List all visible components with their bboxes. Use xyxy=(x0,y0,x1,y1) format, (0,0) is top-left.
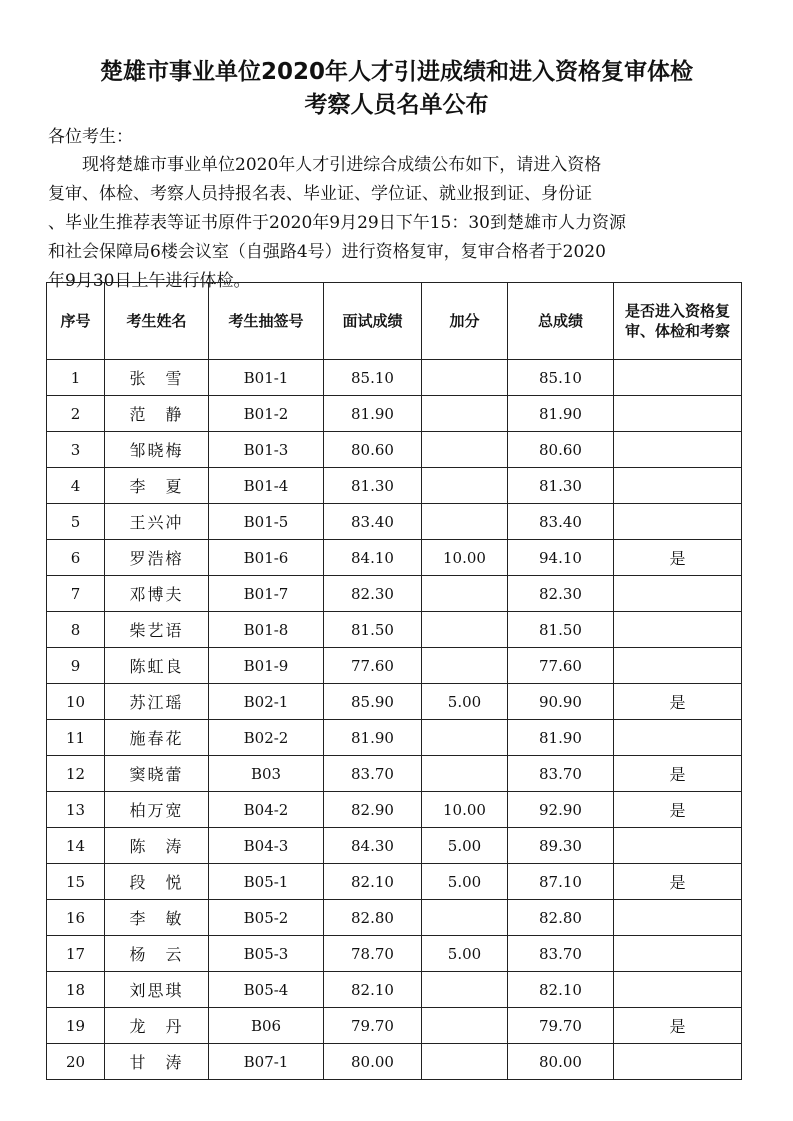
header-total-score: 总成绩 xyxy=(508,283,614,360)
cell-interview-score: 85.10 xyxy=(324,360,422,396)
cell-total-score: 94.10 xyxy=(508,540,614,576)
cell-draw-number: B05-3 xyxy=(209,936,324,972)
cell-qualified xyxy=(614,720,742,756)
results-table xyxy=(46,282,742,1080)
cell-bonus xyxy=(422,720,508,756)
cell-total-score: 79.70 xyxy=(508,1008,614,1044)
cell-bonus xyxy=(422,576,508,612)
cell-interview-score: 80.60 xyxy=(324,432,422,468)
cell-qualified: 是 xyxy=(614,756,742,792)
cell-no: 15 xyxy=(47,864,105,900)
cell-draw-number: B07-1 xyxy=(209,1044,324,1080)
cell-draw-number: B01-5 xyxy=(209,504,324,540)
table-row xyxy=(47,432,742,468)
cell-name: 段 悦 xyxy=(105,864,209,900)
table-row xyxy=(47,936,742,972)
cell-qualified: 是 xyxy=(614,792,742,828)
cell-qualified xyxy=(614,504,742,540)
cell-no: 6 xyxy=(47,540,105,576)
cell-interview-score: 77.60 xyxy=(324,648,422,684)
cell-name: 刘思琪 xyxy=(105,972,209,1008)
table-row xyxy=(47,576,742,612)
cell-no: 9 xyxy=(47,648,105,684)
cell-interview-score: 82.30 xyxy=(324,576,422,612)
cell-total-score: 82.10 xyxy=(508,972,614,1008)
cell-draw-number: B06 xyxy=(209,1008,324,1044)
cell-qualified: 是 xyxy=(614,684,742,720)
cell-no: 2 xyxy=(47,396,105,432)
cell-total-score: 90.90 xyxy=(508,684,614,720)
cell-name: 李 夏 xyxy=(105,468,209,504)
cell-draw-number: B01-7 xyxy=(209,576,324,612)
cell-bonus xyxy=(422,360,508,396)
table-row xyxy=(47,504,742,540)
cell-qualified xyxy=(614,972,742,1008)
table-header-row xyxy=(47,283,742,360)
cell-total-score: 83.40 xyxy=(508,504,614,540)
document-title-line-2: 考察人员名单公布 xyxy=(304,92,489,118)
table-row xyxy=(47,792,742,828)
cell-draw-number: B05-4 xyxy=(209,972,324,1008)
cell-total-score: 82.80 xyxy=(508,900,614,936)
cell-no: 16 xyxy=(47,900,105,936)
cell-bonus xyxy=(422,432,508,468)
cell-draw-number: B03 xyxy=(209,756,324,792)
table-row xyxy=(47,540,742,576)
paragraph-line: 现将楚雄市事业单位2020年人才引进综合成绩公布如下，请进入资格 xyxy=(82,155,602,175)
cell-name: 甘 涛 xyxy=(105,1044,209,1080)
cell-no: 12 xyxy=(47,756,105,792)
cell-interview-score: 82.10 xyxy=(324,864,422,900)
cell-qualified xyxy=(614,828,742,864)
table-row xyxy=(47,612,742,648)
cell-bonus xyxy=(422,504,508,540)
cell-total-score: 83.70 xyxy=(508,936,614,972)
cell-interview-score: 85.90 xyxy=(324,684,422,720)
cell-name: 龙 丹 xyxy=(105,1008,209,1044)
cell-interview-score: 84.30 xyxy=(324,828,422,864)
cell-interview-score: 82.80 xyxy=(324,900,422,936)
cell-bonus xyxy=(422,648,508,684)
cell-no: 13 xyxy=(47,792,105,828)
header-draw-number: 考生抽签号 xyxy=(209,283,324,360)
cell-name: 窦晓蕾 xyxy=(105,756,209,792)
cell-name: 罗浩榕 xyxy=(105,540,209,576)
cell-total-score: 81.30 xyxy=(508,468,614,504)
cell-bonus: 10.00 xyxy=(422,792,508,828)
cell-no: 4 xyxy=(47,468,105,504)
cell-no: 5 xyxy=(47,504,105,540)
paragraph-line: 复审、体检、考察人员持报名表、毕业证、学位证、就业报到证、身份证 xyxy=(48,184,592,204)
cell-total-score: 83.70 xyxy=(508,756,614,792)
cell-qualified xyxy=(614,432,742,468)
table-row xyxy=(47,396,742,432)
cell-no: 20 xyxy=(47,1044,105,1080)
cell-draw-number: B02-1 xyxy=(209,684,324,720)
cell-draw-number: B01-3 xyxy=(209,432,324,468)
cell-qualified xyxy=(614,576,742,612)
cell-draw-number: B05-1 xyxy=(209,864,324,900)
cell-total-score: 82.30 xyxy=(508,576,614,612)
cell-qualified xyxy=(614,468,742,504)
cell-qualified xyxy=(614,1044,742,1080)
paragraph-line: 年9月30日上午进行体检。 xyxy=(48,271,251,291)
cell-name: 柏万宽 xyxy=(105,792,209,828)
table-row xyxy=(47,864,742,900)
cell-qualified xyxy=(614,648,742,684)
cell-total-score: 81.50 xyxy=(508,612,614,648)
cell-bonus xyxy=(422,1008,508,1044)
cell-name: 邓博夫 xyxy=(105,576,209,612)
table-row xyxy=(47,684,742,720)
cell-no: 11 xyxy=(47,720,105,756)
cell-no: 1 xyxy=(47,360,105,396)
table-row xyxy=(47,720,742,756)
cell-bonus: 5.00 xyxy=(422,828,508,864)
cell-total-score: 80.00 xyxy=(508,1044,614,1080)
cell-total-score: 92.90 xyxy=(508,792,614,828)
cell-name: 苏江瑶 xyxy=(105,684,209,720)
cell-draw-number: B01-1 xyxy=(209,360,324,396)
cell-bonus xyxy=(422,1044,508,1080)
cell-interview-score: 82.10 xyxy=(324,972,422,1008)
cell-bonus xyxy=(422,756,508,792)
cell-interview-score: 83.70 xyxy=(324,756,422,792)
cell-bonus: 5.00 xyxy=(422,864,508,900)
cell-interview-score: 82.90 xyxy=(324,792,422,828)
paragraph-line: 和社会保障局6楼会议室（自强路4号）进行资格复审，复审合格者于2020 xyxy=(48,242,606,262)
cell-qualified xyxy=(614,900,742,936)
header-name: 考生姓名 xyxy=(105,283,209,360)
header-qualified: 是否进入资格复审、体检和考察 xyxy=(614,283,742,360)
cell-no: 3 xyxy=(47,432,105,468)
cell-name: 张 雪 xyxy=(105,360,209,396)
cell-draw-number: B01-9 xyxy=(209,648,324,684)
cell-interview-score: 81.50 xyxy=(324,612,422,648)
cell-interview-score: 81.90 xyxy=(324,720,422,756)
cell-interview-score: 84.10 xyxy=(324,540,422,576)
cell-total-score: 81.90 xyxy=(508,396,614,432)
header-interview-score: 面试成绩 xyxy=(324,283,422,360)
cell-no: 14 xyxy=(47,828,105,864)
cell-bonus xyxy=(422,972,508,1008)
cell-interview-score: 80.00 xyxy=(324,1044,422,1080)
paragraph-line: 、毕业生推荐表等证书原件于2020年9月29日下午15：30到楚雄市人力资源 xyxy=(48,213,626,233)
cell-no: 17 xyxy=(47,936,105,972)
cell-draw-number: B05-2 xyxy=(209,900,324,936)
cell-name: 邹晓梅 xyxy=(105,432,209,468)
cell-bonus xyxy=(422,396,508,432)
cell-interview-score: 78.70 xyxy=(324,936,422,972)
cell-name: 陈 涛 xyxy=(105,828,209,864)
cell-name: 柴艺语 xyxy=(105,612,209,648)
cell-interview-score: 81.30 xyxy=(324,468,422,504)
cell-total-score: 77.60 xyxy=(508,648,614,684)
cell-bonus: 10.00 xyxy=(422,540,508,576)
cell-draw-number: B02-2 xyxy=(209,720,324,756)
cell-total-score: 85.10 xyxy=(508,360,614,396)
cell-qualified: 是 xyxy=(614,864,742,900)
cell-qualified xyxy=(614,396,742,432)
cell-interview-score: 81.90 xyxy=(324,396,422,432)
table-row xyxy=(47,828,742,864)
cell-qualified xyxy=(614,360,742,396)
cell-bonus: 5.00 xyxy=(422,684,508,720)
cell-draw-number: B01-4 xyxy=(209,468,324,504)
cell-qualified: 是 xyxy=(614,540,742,576)
cell-qualified: 是 xyxy=(614,1008,742,1044)
table-row xyxy=(47,1008,742,1044)
cell-no: 10 xyxy=(47,684,105,720)
notice-paragraph xyxy=(48,151,748,296)
cell-bonus: 5.00 xyxy=(422,936,508,972)
header-no: 序号 xyxy=(47,283,105,360)
cell-draw-number: B04-2 xyxy=(209,792,324,828)
cell-name: 杨 云 xyxy=(105,936,209,972)
cell-draw-number: B01-2 xyxy=(209,396,324,432)
table-row xyxy=(47,1044,742,1080)
cell-name: 李 敏 xyxy=(105,900,209,936)
cell-total-score: 89.30 xyxy=(508,828,614,864)
table-row xyxy=(47,468,742,504)
cell-total-score: 81.90 xyxy=(508,720,614,756)
cell-no: 19 xyxy=(47,1008,105,1044)
cell-interview-score: 83.40 xyxy=(324,504,422,540)
table-row xyxy=(47,756,742,792)
cell-draw-number: B01-8 xyxy=(209,612,324,648)
cell-name: 王兴冲 xyxy=(105,504,209,540)
cell-interview-score: 79.70 xyxy=(324,1008,422,1044)
cell-bonus xyxy=(422,900,508,936)
document-title-line-1: 楚雄市事业单位2020年人才引进成绩和进入资格复审体检 xyxy=(99,59,693,85)
cell-total-score: 80.60 xyxy=(508,432,614,468)
cell-draw-number: B01-6 xyxy=(209,540,324,576)
cell-qualified xyxy=(614,612,742,648)
cell-name: 陈虹良 xyxy=(105,648,209,684)
table-body xyxy=(47,360,742,1080)
header-bonus: 加分 xyxy=(422,283,508,360)
cell-no: 7 xyxy=(47,576,105,612)
table-row xyxy=(47,648,742,684)
table-row xyxy=(47,972,742,1008)
cell-bonus xyxy=(422,612,508,648)
greeting: 各位考生： xyxy=(48,127,133,147)
cell-no: 8 xyxy=(47,612,105,648)
cell-draw-number: B04-3 xyxy=(209,828,324,864)
cell-no: 18 xyxy=(47,972,105,1008)
cell-name: 施春花 xyxy=(105,720,209,756)
table-row xyxy=(47,360,742,396)
cell-name: 范 静 xyxy=(105,396,209,432)
cell-bonus xyxy=(422,468,508,504)
cell-qualified xyxy=(614,936,742,972)
table-row xyxy=(47,900,742,936)
cell-total-score: 87.10 xyxy=(508,864,614,900)
